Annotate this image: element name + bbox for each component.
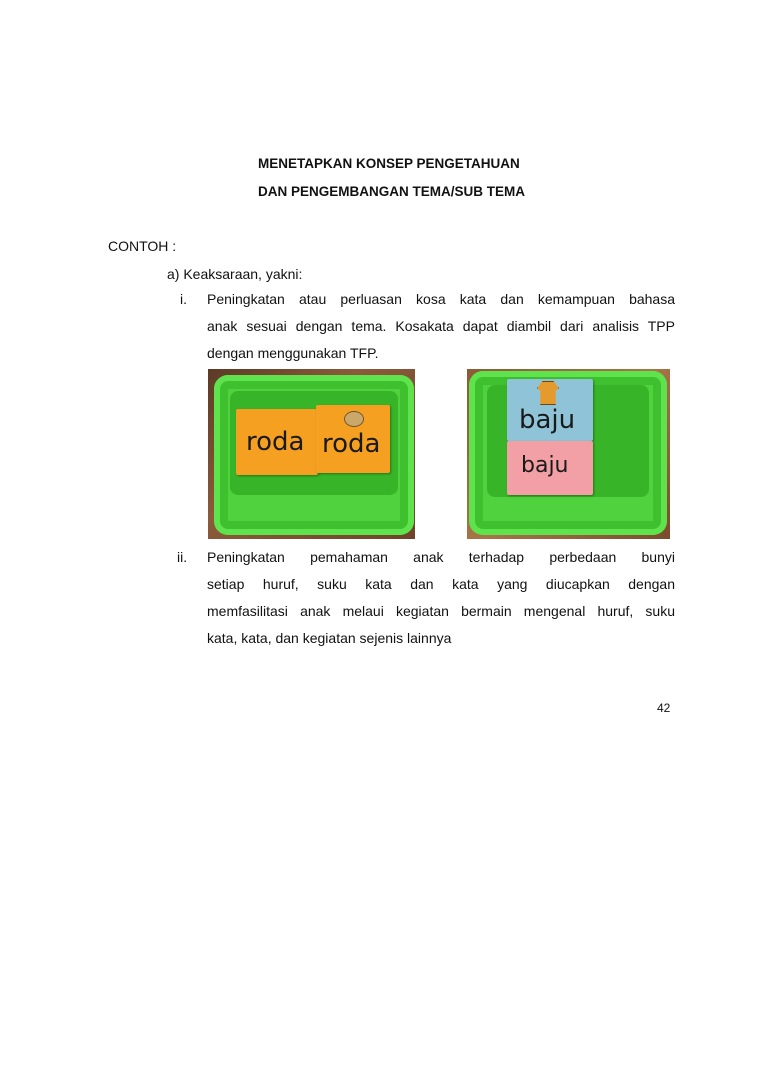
card-word: roda <box>322 429 381 459</box>
item-a: a) Keaksaraan, yakni: <box>167 266 303 282</box>
wheel-icon <box>344 411 364 427</box>
item-ii-marker: ii. <box>177 549 188 565</box>
item-i-line3: dengan menggunakan TFP. <box>207 345 379 361</box>
photo-baju-cards <box>467 369 670 539</box>
item-ii-line1: Peningkatan pemahaman anak terhadap perbedaan bunyi <box>207 549 675 565</box>
card-word: baju <box>519 405 576 435</box>
page-title-line2: DAN PENGEMBANGAN TEMA/SUB TEMA <box>258 184 526 199</box>
item-ii-line4: kata, kata, dan kegiatan sejenis lainnya <box>207 630 452 646</box>
shirt-icon <box>537 381 559 405</box>
word-card-baju-1 <box>507 379 593 441</box>
contoh-label: CONTOH : <box>108 238 177 254</box>
word-card-roda-2 <box>316 405 390 473</box>
card-word: baju <box>521 453 569 478</box>
item-i-line2: anak sesuai dengan tema. Kosakata dapat diambil dari analisis TPP <box>207 318 675 334</box>
item-i-marker: i. <box>180 291 187 307</box>
page-number: 42 <box>657 701 671 715</box>
item-i-line1: Peningkatan atau perluasan kosa kata dan kemampuan bahasa <box>207 291 675 307</box>
item-ii-line3: memfasilitasi anak melaui kegiatan bermain mengenal huruf, suku <box>207 603 675 619</box>
word-card-roda-1 <box>236 409 318 475</box>
page-title-line1: MENETAPKAN KONSEP PENGETAHUAN <box>258 156 520 171</box>
photo-roda-cards <box>208 369 415 539</box>
item-ii-line2: setiap huruf, suku kata dan kata yang diucapkan dengan <box>207 576 675 592</box>
word-card-baju-2 <box>507 441 593 495</box>
card-word: roda <box>246 427 305 457</box>
